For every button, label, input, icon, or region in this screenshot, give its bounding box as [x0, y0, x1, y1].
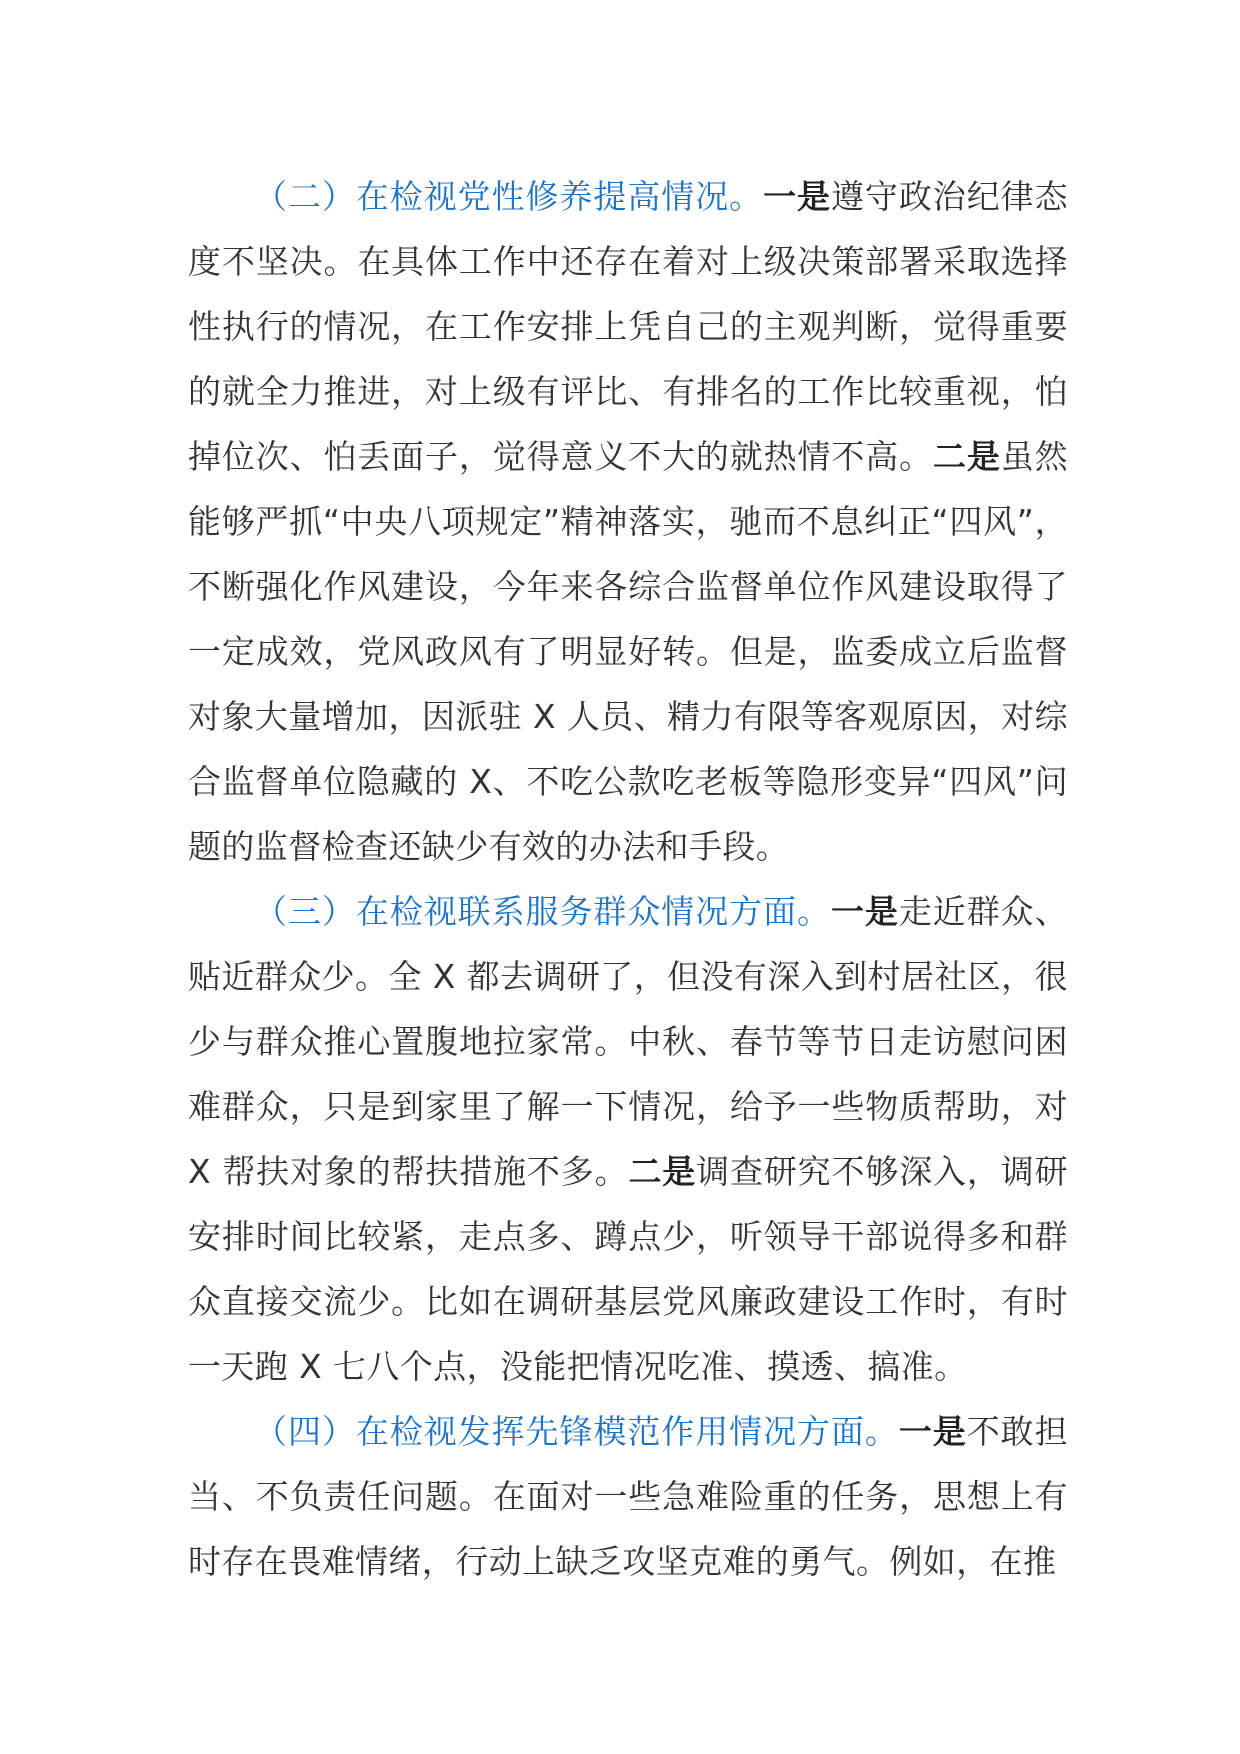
lead-marker-second: 二是 [932, 437, 1001, 476]
paragraph-vanguard-role [188, 1399, 1068, 1594]
paragraph-text: 走近群众、贴近群众少。全 X 都去调研了，但没有深入到村居社区，很少与群众推心置腹地拉家常。中秋、春节等节日走访慰问困难群众，只是到家里了解一下情况，给予一些物质帮助，对 X 帮扶对象的帮扶措施不多。 [188, 892, 1068, 1191]
section-heading-3: （三）在检视联系服务群众情况方面。 [254, 892, 831, 931]
paragraph-text: 调查研究不够深入，调研安排时间比较紧，走点多、蹲点少，听领导干部说得多和群众直接交流少。比如在调研基层党风廉政建设工作时，有时一天跑 X 七八个点，没能把情况吃准、摸透、搞准。 [188, 1152, 1068, 1386]
lead-marker-first: 一是 [763, 177, 831, 216]
lead-marker-first: 一是 [830, 892, 899, 931]
paragraph-text: 虽然能够严抓“中央八项规定”精神落实，驰而不息纠正“四风”，不断强化作风建设，今年来各综合监督单位作风建设取得了一定成效，党风政风有了明显好转。但是，监委成立后监督对象大量增加，因派驻 X 人员、精力有限等客观原因，对综合监督单位隐藏的 X、不吃公款吃老板等隐形变异“四风”问题的监督检查还缺少有效的办法和手段。 [188, 437, 1068, 866]
paragraph-text: 遵守政治纪律态度不坚决。在具体工作中还存在着对上级决策部署采取选择性执行的情况，在工作安排上凭自己的主观判断，觉得重要的就全力推进，对上级有评比、有排名的工作比较重视，怕掉位次、怕丢面子，觉得意义不大的就热情不高。 [188, 177, 1068, 476]
document-body [188, 164, 1068, 1594]
paragraph-party-spirit [188, 164, 1068, 879]
lead-marker-first: 一是 [898, 1412, 967, 1451]
paragraph-text: 不敢担当、不负责任问题。在面对一些急难险重的任务，思想上有时存在畏难情绪，行动上缺乏攻坚克难的勇气。例如，在推 [188, 1412, 1068, 1581]
section-heading-2: （二）在检视党性修养提高情况。 [254, 177, 764, 216]
lead-marker-second: 二是 [628, 1152, 697, 1191]
section-heading-4: （四）在检视发挥先锋模范作用情况方面。 [254, 1412, 899, 1451]
paragraph-serving-masses [188, 879, 1068, 1399]
